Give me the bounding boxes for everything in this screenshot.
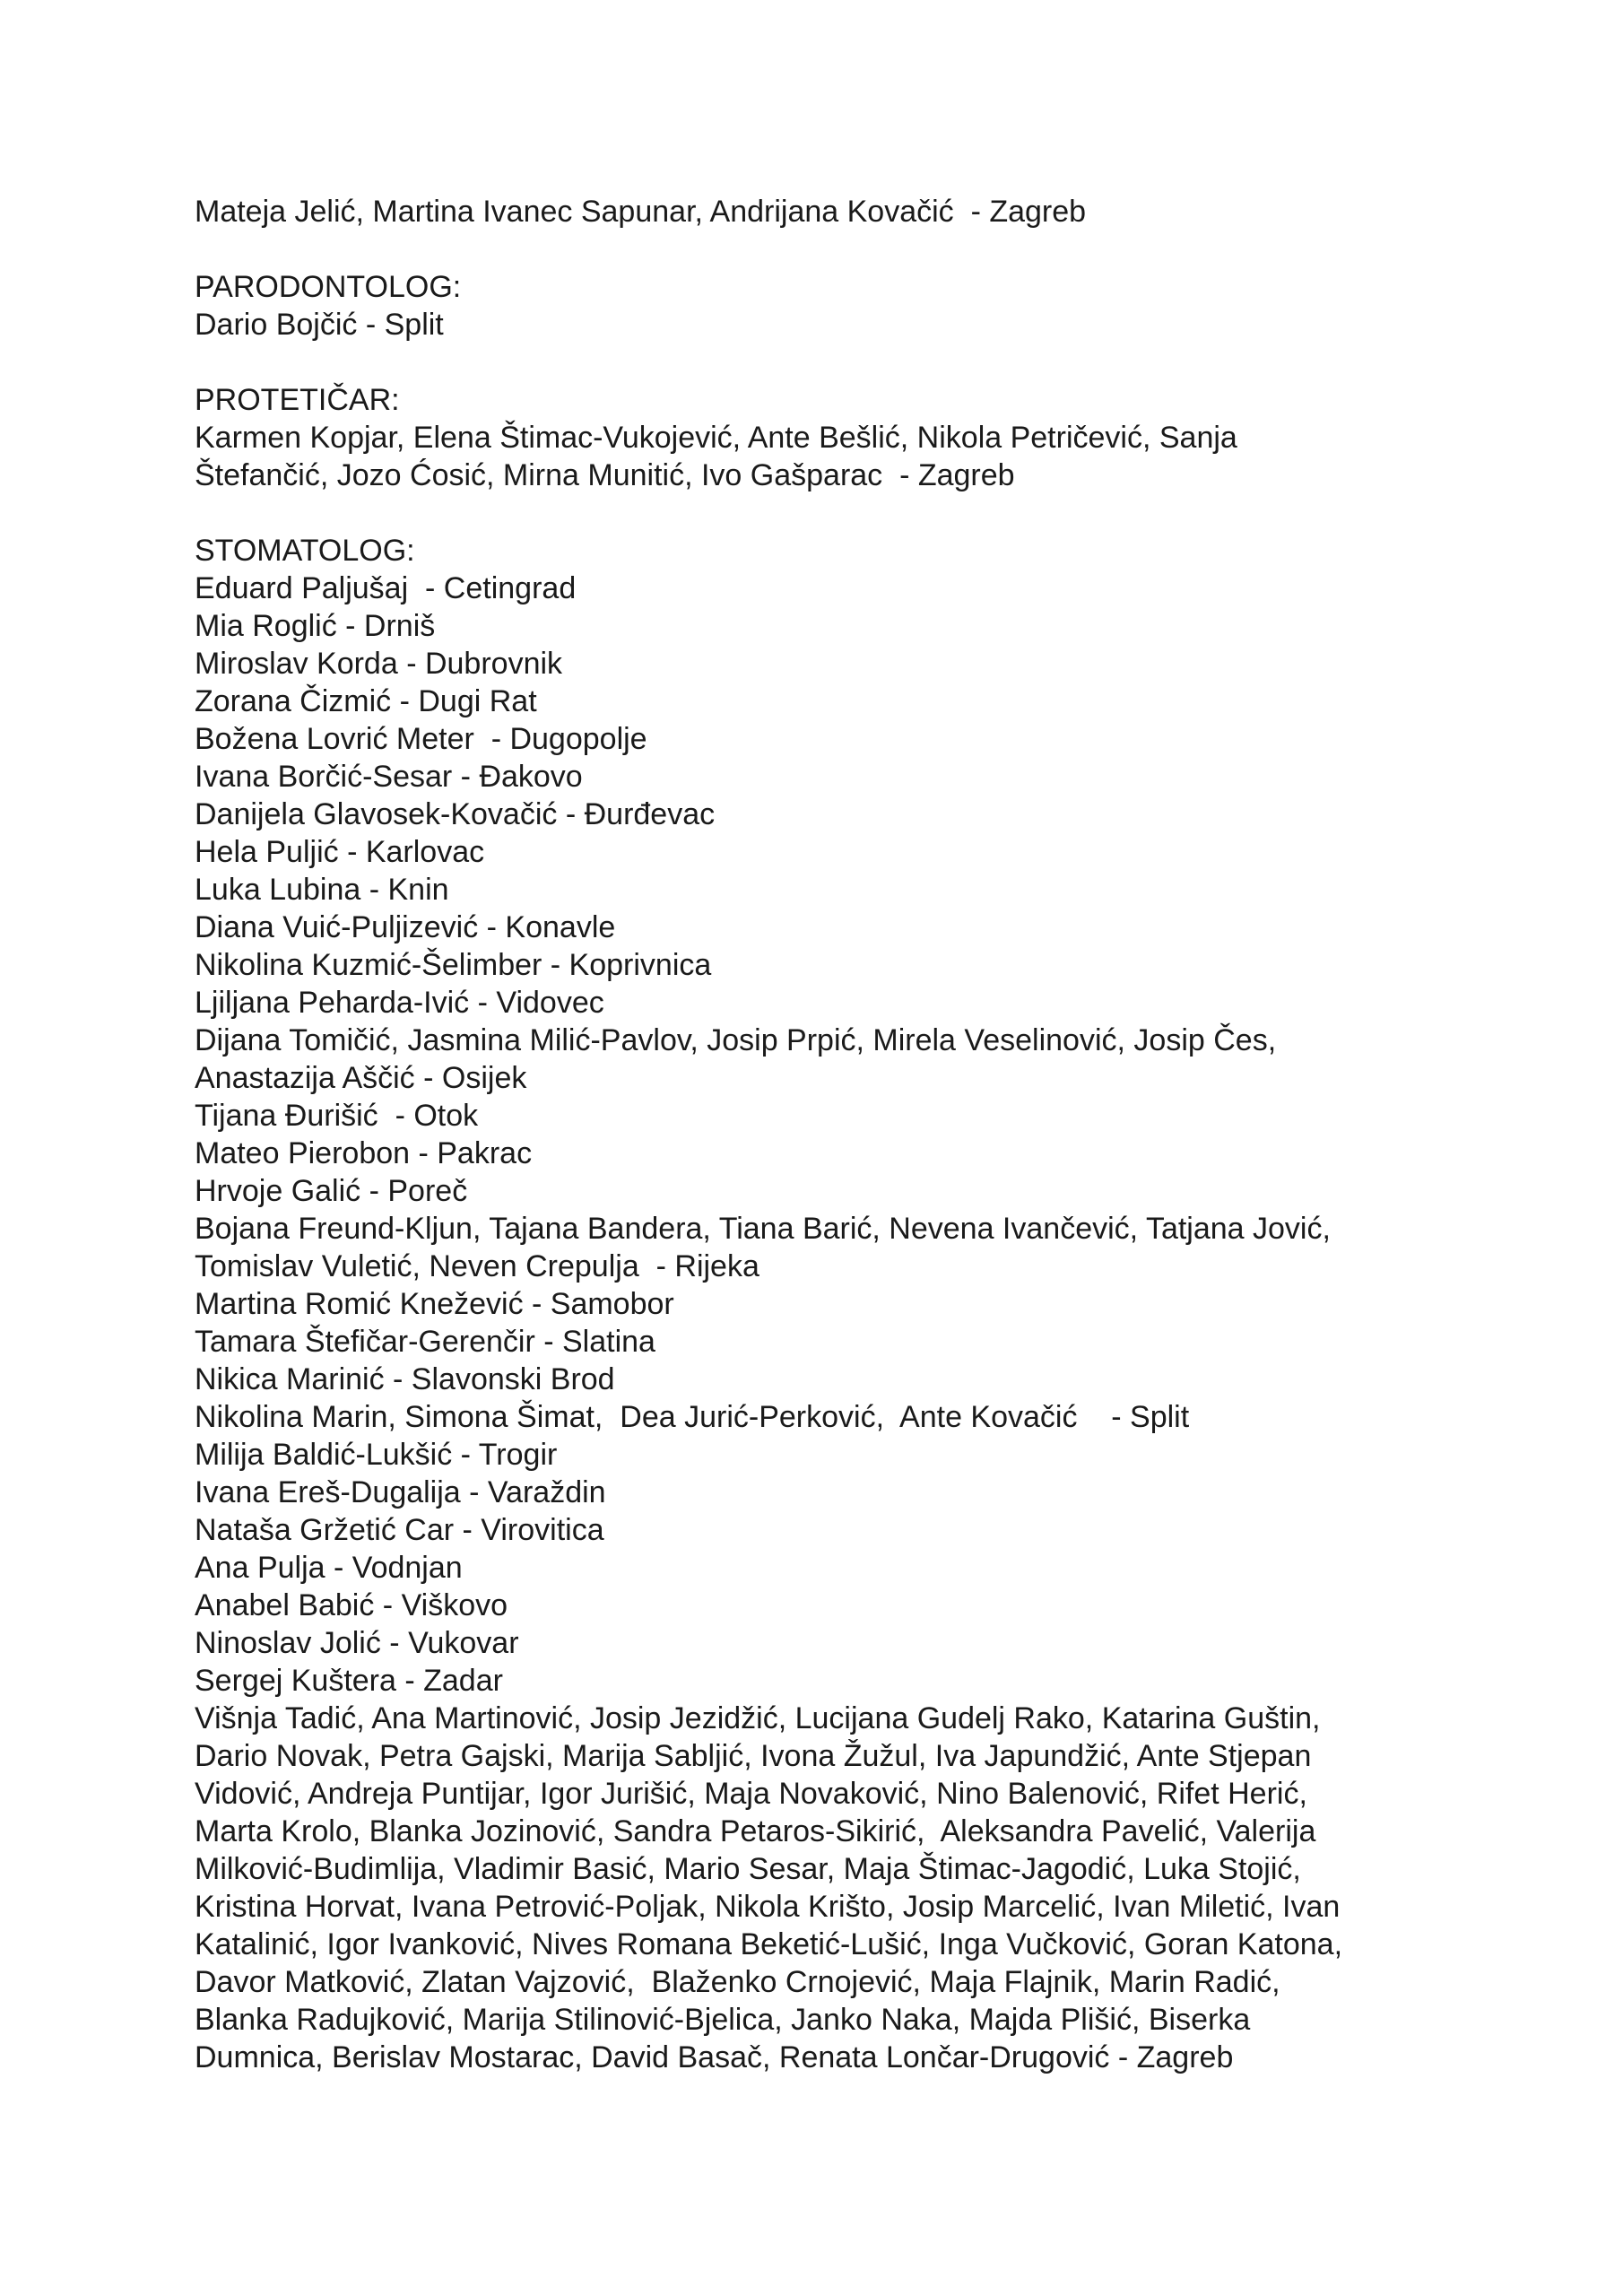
- text-line: Marta Krolo, Blanka Jozinović, Sandra Petaros-Sikirić, Aleksandra Pavelić, Valerija: [195, 1814, 1316, 1848]
- text-line: Anastazija Aščić - Osijek: [195, 1061, 527, 1095]
- text-line: Ljiljana Peharda-Ivić - Vidovec: [195, 986, 604, 1020]
- intro-block: [195, 193, 1468, 230]
- text-line: Katalinić, Igor Ivanković, Nives Romana Beketić-Lušić, Inga Vučković, Goran Katona,: [195, 1927, 1343, 1961]
- text-line: Anabel Babić - Viškovo: [195, 1588, 508, 1622]
- section-heading: STOMATOLOG:: [195, 534, 415, 568]
- text-line: Mateja Jelić, Martina Ivanec Sapunar, Andrijana Kovačić - Zagreb: [195, 195, 1087, 229]
- text-line: Tamara Štefičar-Gerenčir - Slatina: [195, 1325, 655, 1359]
- text-line: Nikolina Marin, Simona Šimat, Dea Jurić-Perković, Ante Kovačić - Split: [195, 1400, 1190, 1434]
- text-line: Hrvoje Galić - Poreč: [195, 1174, 468, 1208]
- text-line: Davor Matković, Zlatan Vajzović, Blaženko Crnojević, Maja Flajnik, Marin Radić,: [195, 1965, 1280, 1999]
- text-line: Tomislav Vuletić, Neven Crepulja - Rijeka: [195, 1249, 759, 1283]
- text-line: Kristina Horvat, Ivana Petrović-Poljak, Nikola Krišto, Josip Marcelić, Ivan Miletić, Ivan: [195, 1890, 1341, 1924]
- text-line: Tijana Đurišić - Otok: [195, 1099, 479, 1133]
- text-line: Ana Pulja - Vodnjan: [195, 1551, 463, 1585]
- text-line: Hela Puljić - Karlovac: [195, 835, 485, 869]
- text-line: Božena Lovrić Meter - Dugopolje: [195, 722, 647, 756]
- text-line: Vidović, Andreja Puntijar, Igor Jurišić, Maja Novaković, Nino Balenović, Rifet Herić,: [195, 1777, 1307, 1811]
- text-line: Mateo Pierobon - Pakrac: [195, 1136, 533, 1170]
- text-line: Karmen Kopjar, Elena Štimac-Vukojević, Ante Bešlić, Nikola Petričević, Sanja: [195, 421, 1237, 455]
- text-line: Diana Vuić-Puljizević - Konavle: [195, 910, 616, 944]
- text-line: Štefančić, Jozo Ćosić, Mirna Munitić, Ivo Gašparac - Zagreb: [195, 458, 1015, 492]
- text-line: Milija Baldić-Lukšić - Trogir: [195, 1438, 558, 1472]
- section-heading: PARODONTOLOG:: [195, 270, 462, 304]
- text-line: Mia Roglić - Drniš: [195, 609, 436, 643]
- text-line: Nataša Gržetić Car - Virovitica: [195, 1513, 604, 1547]
- text-line: Ninoslav Jolić - Vukovar: [195, 1626, 519, 1660]
- section-heading: PROTETIČAR:: [195, 383, 400, 417]
- section-proteticar: [195, 381, 1468, 494]
- text-line: Sergej Kuštera - Zadar: [195, 1664, 503, 1698]
- text-line: Martina Romić Knežević - Samobor: [195, 1287, 674, 1321]
- section-stomatolog: [195, 532, 1468, 2076]
- text-line: Dario Novak, Petra Gajski, Marija Sabljić, Ivona Žužul, Iva Japundžić, Ante Stjepan: [195, 1739, 1312, 1773]
- text-line: Dijana Tomičić, Jasmina Milić-Pavlov, Josip Prpić, Mirela Veselinović, Josip Čes,: [195, 1023, 1277, 1057]
- text-line: Višnja Tadić, Ana Martinović, Josip Jezidžić, Lucijana Gudelj Rako, Katarina Guštin,: [195, 1701, 1321, 1735]
- text-line: Dumnica, Berislav Mostarac, David Basač, Renata Lončar-Drugović - Zagreb: [195, 2040, 1234, 2074]
- text-line: Luka Lubina - Knin: [195, 873, 449, 907]
- section-parodontolog: [195, 268, 1468, 344]
- text-line: Miroslav Korda - Dubrovnik: [195, 647, 563, 681]
- text-line: Blanka Radujković, Marija Stilinović-Bjelica, Janko Naka, Majda Plišić, Biserka: [195, 2003, 1251, 2037]
- text-line: Danijela Glavosek-Kovačić - Đurđevac: [195, 797, 716, 831]
- stomatolog-list: [195, 570, 1468, 2076]
- text-line: Zorana Čizmić - Dugi Rat: [195, 684, 537, 718]
- text-line: Nikica Marinić - Slavonski Brod: [195, 1362, 615, 1396]
- text-line: Nikolina Kuzmić-Šelimber - Koprivnica: [195, 948, 712, 982]
- text-line: Ivana Ereš-Dugalija - Varaždin: [195, 1475, 606, 1509]
- text-line: Dario Bojčić - Split: [195, 308, 444, 342]
- text-line: Ivana Borčić-Sesar - Đakovo: [195, 760, 583, 794]
- text-line: Bojana Freund-Kljun, Tajana Bandera, Tiana Barić, Nevena Ivančević, Tatjana Jović,: [195, 1212, 1331, 1246]
- text-line: Milković-Budimlija, Vladimir Basić, Mario Sesar, Maja Štimac-Jagodić, Luka Stojić,: [195, 1852, 1301, 1886]
- document-body: [195, 193, 1468, 2076]
- text-line: Eduard Paljušaj - Cetingrad: [195, 571, 577, 605]
